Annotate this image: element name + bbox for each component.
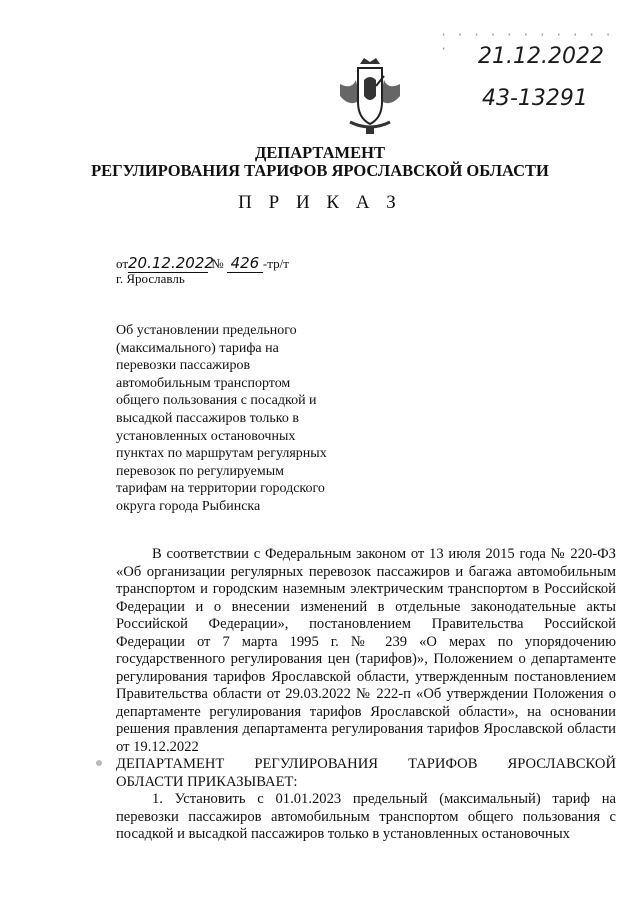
order-number-suffix: -тр/т <box>262 256 289 271</box>
preamble-paragraph: В соответствии с Федеральным законом от 13 июля 2015 года № 220-ФЗ «Об организации регулярных перевозок пассажиров и багажа автомобильным транспортом и городским наземным электрическим транспортом в Российской Федерации и о внесении изменений в отдельные законодательные акты Российской Федерации», постановлением Правительства Российской Федерации от 7 марта 1995 г. № 239 «О мерах по упорядочению государственного регулирования цен (тарифов)», Положением о департаменте регулирования тарифов Ярославской области, утвержденным постановлением Правительства области от 29.03.2022 № 222-п «Об утверждении Положения о департаменте регулирования тарифов Ярославской области», на основании решения правления департамента регулирования тарифов Ярославской области от 19.12.2022 <box>116 546 616 755</box>
registration-date: 21.12.2022 <box>478 44 604 69</box>
order-number-field: 426 <box>227 254 263 273</box>
number-prefix: № <box>211 256 224 271</box>
subject-line: пунктах по маршрутам регулярных <box>116 446 327 462</box>
from-prefix: от <box>116 256 129 271</box>
order-date-field: 20.12.2022 <box>128 254 214 272</box>
item-1-paragraph: 1. Установить с 01.01.2023 предельный (максимальный) тариф на перевозки пассажиров автомобильным транспортом общего пользования с посадкой и высадкой пассажиров только в установленных остановочных <box>116 791 616 842</box>
subject-line: (максимального) тарифа на <box>116 340 279 356</box>
order-subject <box>116 322 356 516</box>
subject-line: высадкой пассажиров только в <box>116 410 299 426</box>
coat-of-arms-emblem <box>330 56 410 136</box>
order-city: г. Ярославль <box>116 271 185 286</box>
registration-stamp-dots: · · · · · · · · · · · · <box>440 28 613 56</box>
orders-line-1: ДЕПАРТАМЕНТ РЕГУЛИРОВАНИЯ ТАРИФОВ ЯРОСЛАВСКОЙ <box>116 756 616 772</box>
subject-line: перевозки пассажиров <box>116 358 251 374</box>
subject-line: Об установлении предельного <box>116 323 297 338</box>
order-body <box>116 546 616 844</box>
subject-line: установленных остановочных <box>116 428 296 444</box>
department-title-line2: РЕГУЛИРОВАНИЯ ТАРИФОВ ЯРОСЛАВСКОЙ ОБЛАСТИ <box>91 161 549 180</box>
orders-line-2: ОБЛАСТИ ПРИКАЗЫВАЕТ: <box>116 773 298 790</box>
subject-line: округа города Рыбинска <box>116 498 261 514</box>
department-title-line1: ДЕПАРТАМЕНТ <box>255 143 385 162</box>
subject-line: тарифам на территории городского <box>116 481 325 497</box>
subject-line: перевозок по регулируемым <box>116 463 284 479</box>
margin-mark <box>96 760 102 766</box>
subject-line: общего пользования с посадкой и <box>116 393 317 409</box>
registration-number: 43-13291 <box>482 86 588 111</box>
document-type-heading: П Р И К А З <box>238 192 402 213</box>
subject-line: автомобильным транспортом <box>116 375 291 391</box>
